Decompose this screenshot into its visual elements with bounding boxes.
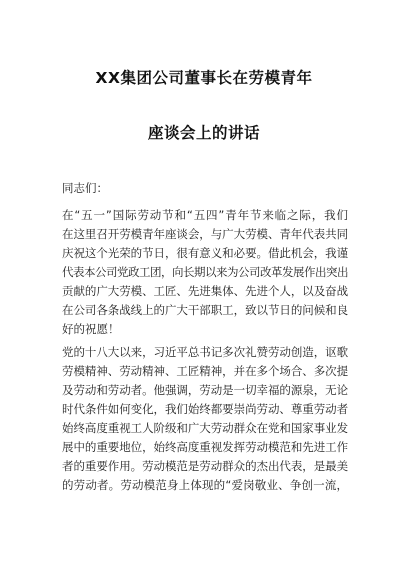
body-line: 庆祝这个光荣的节日，很有意义和必要。借此机会，我谨: [62, 246, 348, 260]
body-line: 贡献的广大劳模、工匠、先进集体、先进个人，以及奋战: [62, 284, 348, 298]
body-line: 代表本公司党政工团，向长期以来为公司改革发展作出突出: [62, 265, 348, 279]
body-line: 党的十八大以来，习近平总书记多次礼赞劳动创造，讴歌: [62, 345, 348, 359]
body-line: 劳模精神、劳动精神、工匠精神，并在多个场合、多次提: [62, 364, 348, 378]
salutation: 同志们：: [62, 181, 108, 195]
document-title-line-2: 座谈会上的讲话: [147, 124, 260, 142]
body-line: 好的祝愿！: [62, 322, 120, 336]
body-line: 在这里召开劳模青年座谈会，与广大劳模、青年代表共同: [62, 227, 348, 241]
body-line: 者的重要作用。劳动模范是劳动群众的杰出代表，是最美: [62, 459, 348, 473]
document-title-line-1: XX集团公司董事长在劳模青年: [95, 69, 313, 87]
body-line: 时代条件如何变化，我们始终都要崇尚劳动、尊重劳动者: [62, 402, 348, 416]
body-line: 在“五一”国际劳动节和“五四”青年节来临之际，我们: [62, 208, 348, 222]
body-line: 在公司各条战线上的广大干部职工，致以节日的问候和良: [62, 303, 348, 317]
body-line: 及劳动和劳动者。他强调，劳动是一切幸福的源泉，无论: [62, 383, 348, 397]
body-line: 展中的重要地位，始终高度重视发挥劳动模范和先进工作: [62, 440, 348, 454]
body-line: 的劳动者。劳动模范身上体现的“爱岗敬业、争创一流，: [62, 478, 348, 492]
body-line: 始终高度重视工人阶级和广大劳动群众在党和国家事业发: [62, 421, 348, 435]
